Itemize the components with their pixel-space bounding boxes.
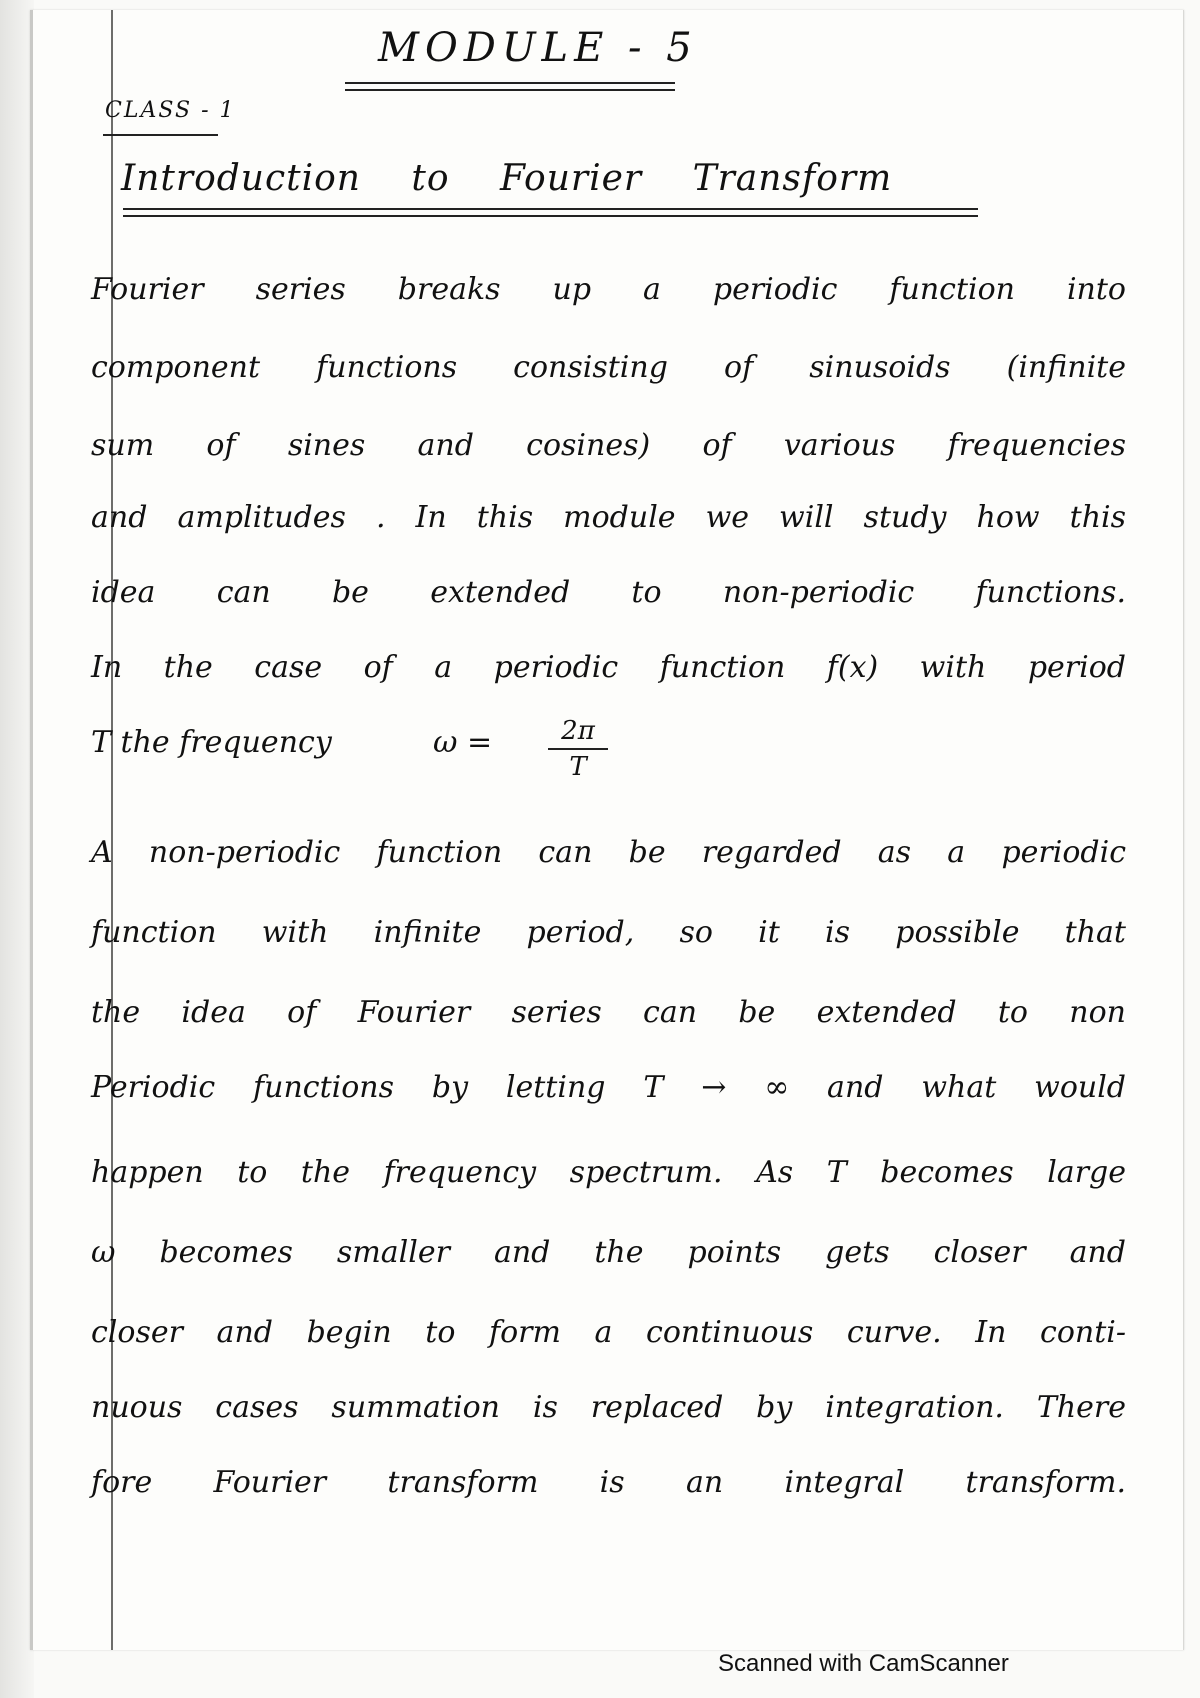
text-line-10: the idea of Fourier series can be extended to non xyxy=(91,995,1126,1030)
heading-underline xyxy=(123,208,978,210)
text-line-16: fore Fourier transform is an integral transform. xyxy=(91,1465,1126,1500)
notebook-paper xyxy=(30,10,1184,1650)
camscanner-watermark: Scanned with CamScanner xyxy=(718,1650,1009,1677)
page-heading: Introduction to Fourier Transform xyxy=(121,158,893,199)
fraction-denominator: T xyxy=(569,752,587,782)
fraction-numerator: 2π xyxy=(548,716,608,750)
heading-underline-2 xyxy=(123,215,978,217)
module-title-underline xyxy=(345,82,675,84)
page-edge-shadow xyxy=(0,0,34,1698)
text-line-4: and amplitudes . In this module we will study how this xyxy=(91,500,1126,535)
text-line-11: Periodic functions by letting T → ∞ and what would xyxy=(91,1070,1126,1105)
omega-fraction xyxy=(548,716,608,782)
text-line-14: closer and begin to form a continuous curve. In conti- xyxy=(91,1315,1126,1350)
text-line-9: function with infinite period, so it is possible that xyxy=(91,915,1126,950)
omega-formula-lhs: ω = xyxy=(433,725,493,760)
text-line-3: sum of sines and cosines) of various frequencies xyxy=(91,428,1126,463)
class-label-underline xyxy=(103,134,218,136)
module-title-underline-2 xyxy=(345,89,675,91)
text-line-2: component functions consisting of sinusoids (infinite xyxy=(91,350,1126,385)
module-title: MODULE - 5 xyxy=(378,25,698,71)
text-line-15: nuous cases summation is replaced by integration. There xyxy=(91,1390,1126,1425)
text-line-12: happen to the frequency spectrum. As T becomes large xyxy=(91,1155,1126,1190)
text-line-7: T the frequency xyxy=(91,725,332,760)
text-line-6: In the case of a periodic function f(x) with period xyxy=(91,650,1126,685)
text-line-1: Fourier series breaks up a periodic function into xyxy=(91,272,1126,307)
class-label: CLASS - 1 xyxy=(105,98,236,123)
text-line-13: ω becomes smaller and the points gets closer and xyxy=(91,1235,1126,1270)
text-line-5: idea can be extended to non-periodic functions. xyxy=(91,575,1126,610)
text-line-8: A non-periodic function can be regarded as a periodic xyxy=(91,835,1126,870)
